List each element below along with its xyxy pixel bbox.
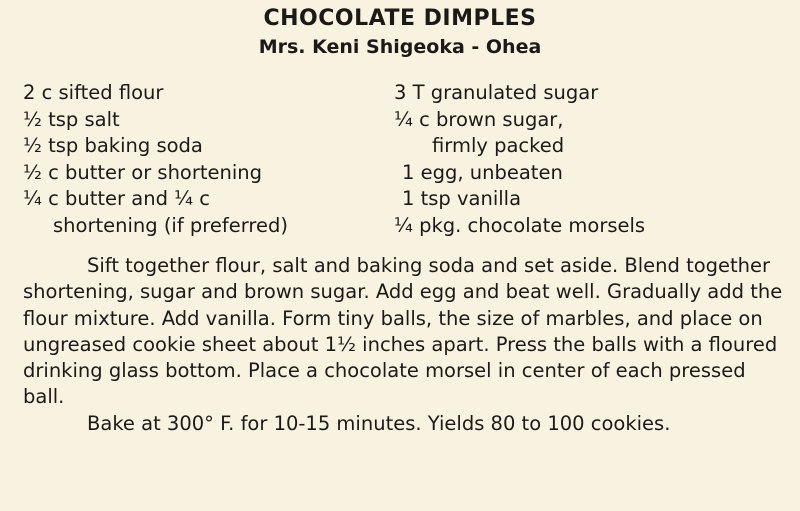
ingredient-item: shortening (if preferred) [53, 213, 288, 237]
directions-paragraph: Sift together flour, salt and baking soda and set aside. Blend together shortening, sugar and brown sugar. Add egg and beat well. Gradually add the flour mixture. Add vanilla. Form tiny balls, the size of marbles, and place on ungreased cookie sheet about 1½ inches apart. Press the balls with a floured drinking glass bottom. Place a chocolate morsel in center of each pressed ball. [23, 254, 783, 409]
ingredient-item: ¼ c butter and ¼ c [23, 187, 210, 210]
ingredient-item: ½ c butter or shortening [23, 160, 263, 184]
ingredient-item: ¼ pkg. chocolate morsels [394, 213, 646, 237]
ingredients-left-column [23, 80, 383, 239]
ingredient-item: 1 tsp vanilla [402, 187, 522, 210]
ingredient-item: firmly packed [432, 134, 565, 157]
ingredient-item: ½ tsp baking soda [23, 134, 203, 157]
directions-paragraph: Bake at 300° F. for 10-15 minutes. Yields 80 to 100 cookies. [87, 411, 671, 435]
ingredient-item: ¼ c brown sugar, [394, 107, 564, 131]
recipe-directions [23, 253, 783, 437]
ingredients-right-column [394, 80, 784, 239]
recipe-author: Mrs. Keni Shigeoka - Ohea [258, 36, 542, 58]
ingredient-item: 1 egg, unbeaten [402, 160, 563, 184]
ingredient-item: 3 T granulated sugar [394, 81, 599, 104]
recipe-title: CHOCOLATE DIMPLES [263, 6, 537, 31]
ingredient-item: ½ tsp salt [23, 107, 120, 131]
ingredient-item: 2 c sifted flour [23, 81, 164, 104]
